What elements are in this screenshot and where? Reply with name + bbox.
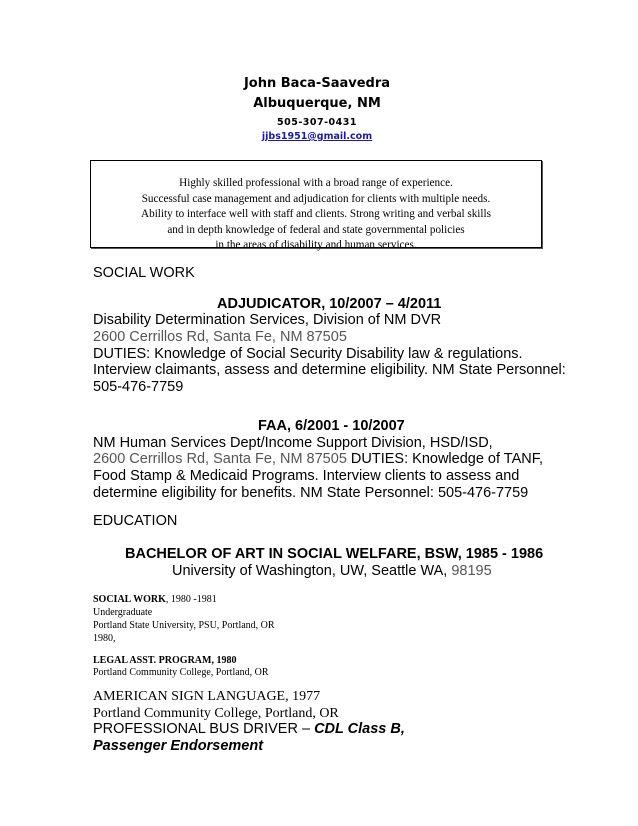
summary-line: Highly skilled professional with a broad range of experience.	[179, 177, 453, 189]
degree-zip: 98195	[451, 563, 492, 579]
edu-social-work-years: , 1980 -1981	[165, 594, 217, 605]
edu-bus-title: PROFESSIONAL BUS DRIVER –	[93, 721, 315, 737]
job-title-faa: FAA, 6/2001 - 10/2007	[258, 418, 405, 434]
degree-title: BACHELOR OF ART IN SOCIAL WELFARE, BSW, 1985 - 1986	[125, 546, 544, 562]
edu-legal-school: Portland Community College, Portland, OR	[93, 667, 269, 678]
degree-school-line	[172, 563, 492, 581]
edu-year: 1980,	[93, 633, 116, 644]
job-address: 2600 Cerrillos Rd, Santa Fe, NM 87505	[93, 329, 347, 345]
job-title-adjudicator: ADJUDICATOR, 10/2007 – 4/2011	[217, 296, 442, 312]
section-heading-education: EDUCATION	[93, 513, 178, 529]
job-duties: Interview claimants, assess and determine eligibility. NM State Personnel:	[93, 362, 566, 378]
resume-city: Albuquerque, NM	[253, 96, 381, 111]
summary-line: Ability to interface well with staff and clients. Strong writing and verbal skills	[141, 208, 491, 221]
job-employer: NM Human Services Dept/Income Support Division, HSD/ISD,	[93, 435, 493, 451]
summary-line: in the areas of disability and human services.	[215, 239, 417, 252]
job-phone: 505-476-7759	[93, 379, 184, 395]
job-address-line	[93, 451, 543, 469]
edu-level: Undergraduate	[93, 607, 153, 618]
edu-bus-endorsement: Passenger Endorsement	[93, 738, 264, 754]
edu-bus-line	[93, 721, 405, 739]
edu-social-work-title: SOCIAL WORK	[93, 594, 166, 605]
edu-legal-title: LEGAL ASST. PROGRAM, 1980	[93, 655, 237, 666]
job-duties: determine eligibility for benefits. NM State Personnel: 505-476-7759	[93, 485, 529, 501]
job-duties: DUTIES: Knowledge of TANF,	[346, 451, 543, 467]
edu-school: Portland State University, PSU, Portland, OR	[93, 620, 275, 631]
edu-social-work-line	[93, 593, 217, 606]
edu-bus-class: CDL Class B,	[314, 721, 405, 737]
edu-asl-school: Portland Community College, Portland, OR	[93, 706, 339, 721]
section-heading-social-work: SOCIAL WORK	[93, 265, 195, 281]
job-duties: Food Stamp & Medicaid Programs. Interview clients to assess and	[93, 468, 520, 484]
degree-school: University of Washington, UW, Seattle WA,	[172, 563, 448, 579]
summary-line: and in depth knowledge of federal and state governmental policies	[167, 223, 465, 236]
job-employer: Disability Determination Services, Division of NM DVR	[93, 312, 442, 328]
edu-asl-title: AMERICAN SIGN LANGUAGE, 1977	[93, 689, 321, 704]
job-address: 2600 Cerrillos Rd, Santa Fe, NM 87505	[93, 451, 347, 467]
job-duties: DUTIES: Knowledge of Social Security Disability law & regulations.	[93, 346, 523, 362]
resume-email-link[interactable]: jjbs1951@gmail.com	[261, 131, 373, 142]
resume-name: John Baca-Saavedra	[243, 76, 391, 91]
resume-phone: 505-307-0431	[277, 117, 357, 128]
summary-box	[90, 160, 542, 252]
summary-line: Successful case management and adjudication for clients with multiple needs.	[141, 192, 491, 205]
